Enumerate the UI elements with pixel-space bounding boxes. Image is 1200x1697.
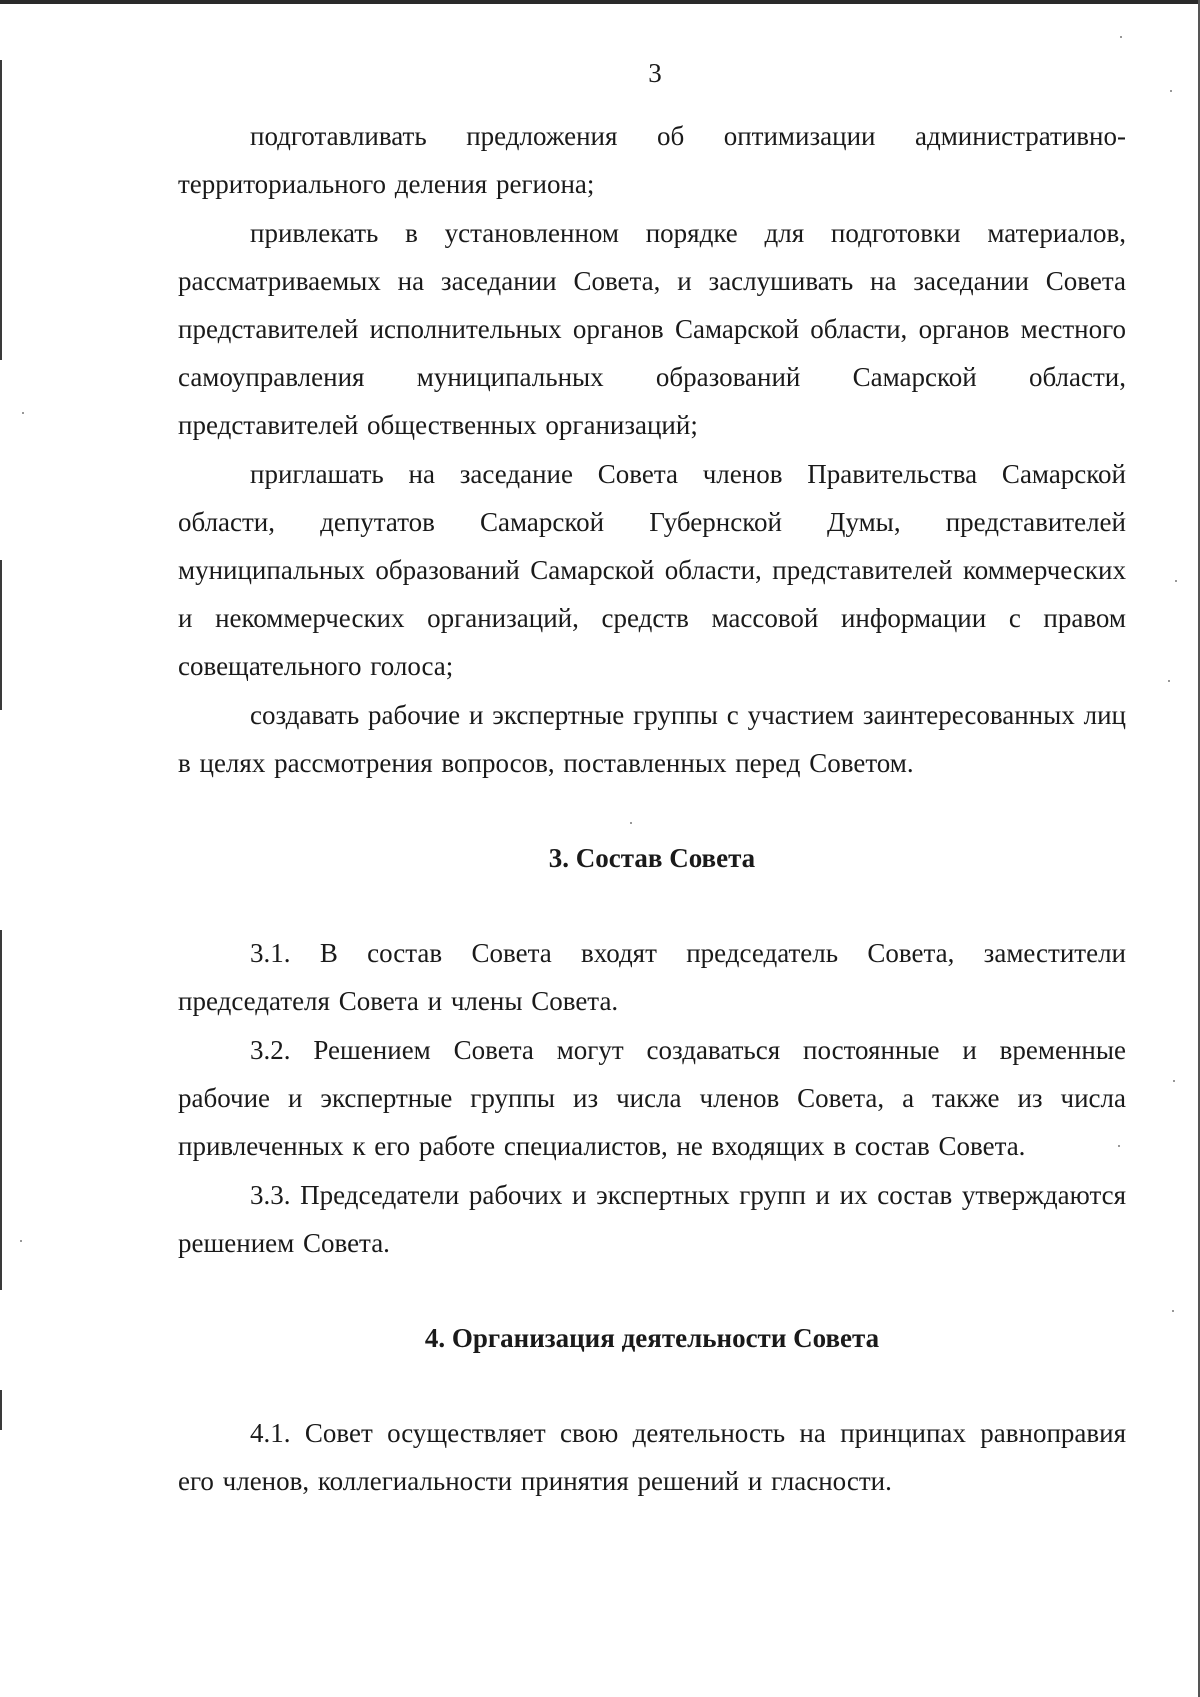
clause-3-2: 3.2. Решением Совета могут создаваться постоянные и временные рабочие и экспертные группы из числа членов Совета, а также из числа привлеченных к его работе специалистов, не входящих в состав Совета. bbox=[178, 1035, 1126, 1161]
scan-speck bbox=[1175, 580, 1177, 582]
clause-3-3: 3.3. Председатели рабочих и экспертных групп и их состав утверждаются решением Совета. bbox=[178, 1180, 1126, 1258]
clause-3-1: 3.1. В состав Совета входят председатель Совета, заместители председателя Совета и члены Совета. bbox=[178, 938, 1126, 1016]
list-item-involve-representatives: привлекать в установленном порядке для подготовки материалов, рассматриваемых на заседании Совета, и заслушивать на заседании Совета представителей исполнительных органов Самарской области, органов местного самоуправления муниципальных образований Самарской области, представителей общественных организаций; bbox=[178, 218, 1126, 440]
scan-edge-left-4 bbox=[0, 1390, 2, 1430]
list-item-optimization: подготавливать предложения об оптимизации административно-территориального деления региона; bbox=[178, 121, 1126, 199]
section-heading-organization: 4. Организация деятельности Совета bbox=[424, 1323, 880, 1353]
scan-edge-left-3 bbox=[0, 930, 2, 1290]
scan-speck bbox=[1172, 1310, 1174, 1312]
document-body bbox=[178, 112, 1126, 1506]
scan-speck bbox=[22, 412, 24, 414]
scan-speck bbox=[1120, 36, 1122, 38]
section-heading-composition: 3. Состав Совета bbox=[548, 843, 756, 873]
list-item-invite-members: приглашать на заседание Совета членов Правительства Самарской области, депутатов Самарской Губернской Думы, представителей муниципальных образований Самарской области, представителей коммерческих и некоммерческих организаций, средств массовой информации с правом совещательного голоса; bbox=[178, 459, 1126, 681]
page-number: 3 bbox=[648, 58, 662, 88]
scan-edge-left-1 bbox=[0, 60, 2, 360]
list-item-create-groups: создавать рабочие и экспертные группы с участием заинтересованных лиц в целях рассмотрения вопросов, поставленных перед Советом. bbox=[178, 700, 1126, 778]
clause-4-1: 4.1. Совет осуществляет свою деятельность на принципах равноправия его членов, коллегиальности принятия решений и гласности. bbox=[178, 1418, 1126, 1496]
scan-edge-top bbox=[0, 0, 1200, 4]
scan-speck bbox=[20, 1240, 22, 1242]
scan-speck bbox=[1173, 1080, 1175, 1082]
scan-speck bbox=[1170, 90, 1172, 92]
scan-speck bbox=[1168, 680, 1170, 682]
scan-edge-left-2 bbox=[0, 560, 2, 710]
